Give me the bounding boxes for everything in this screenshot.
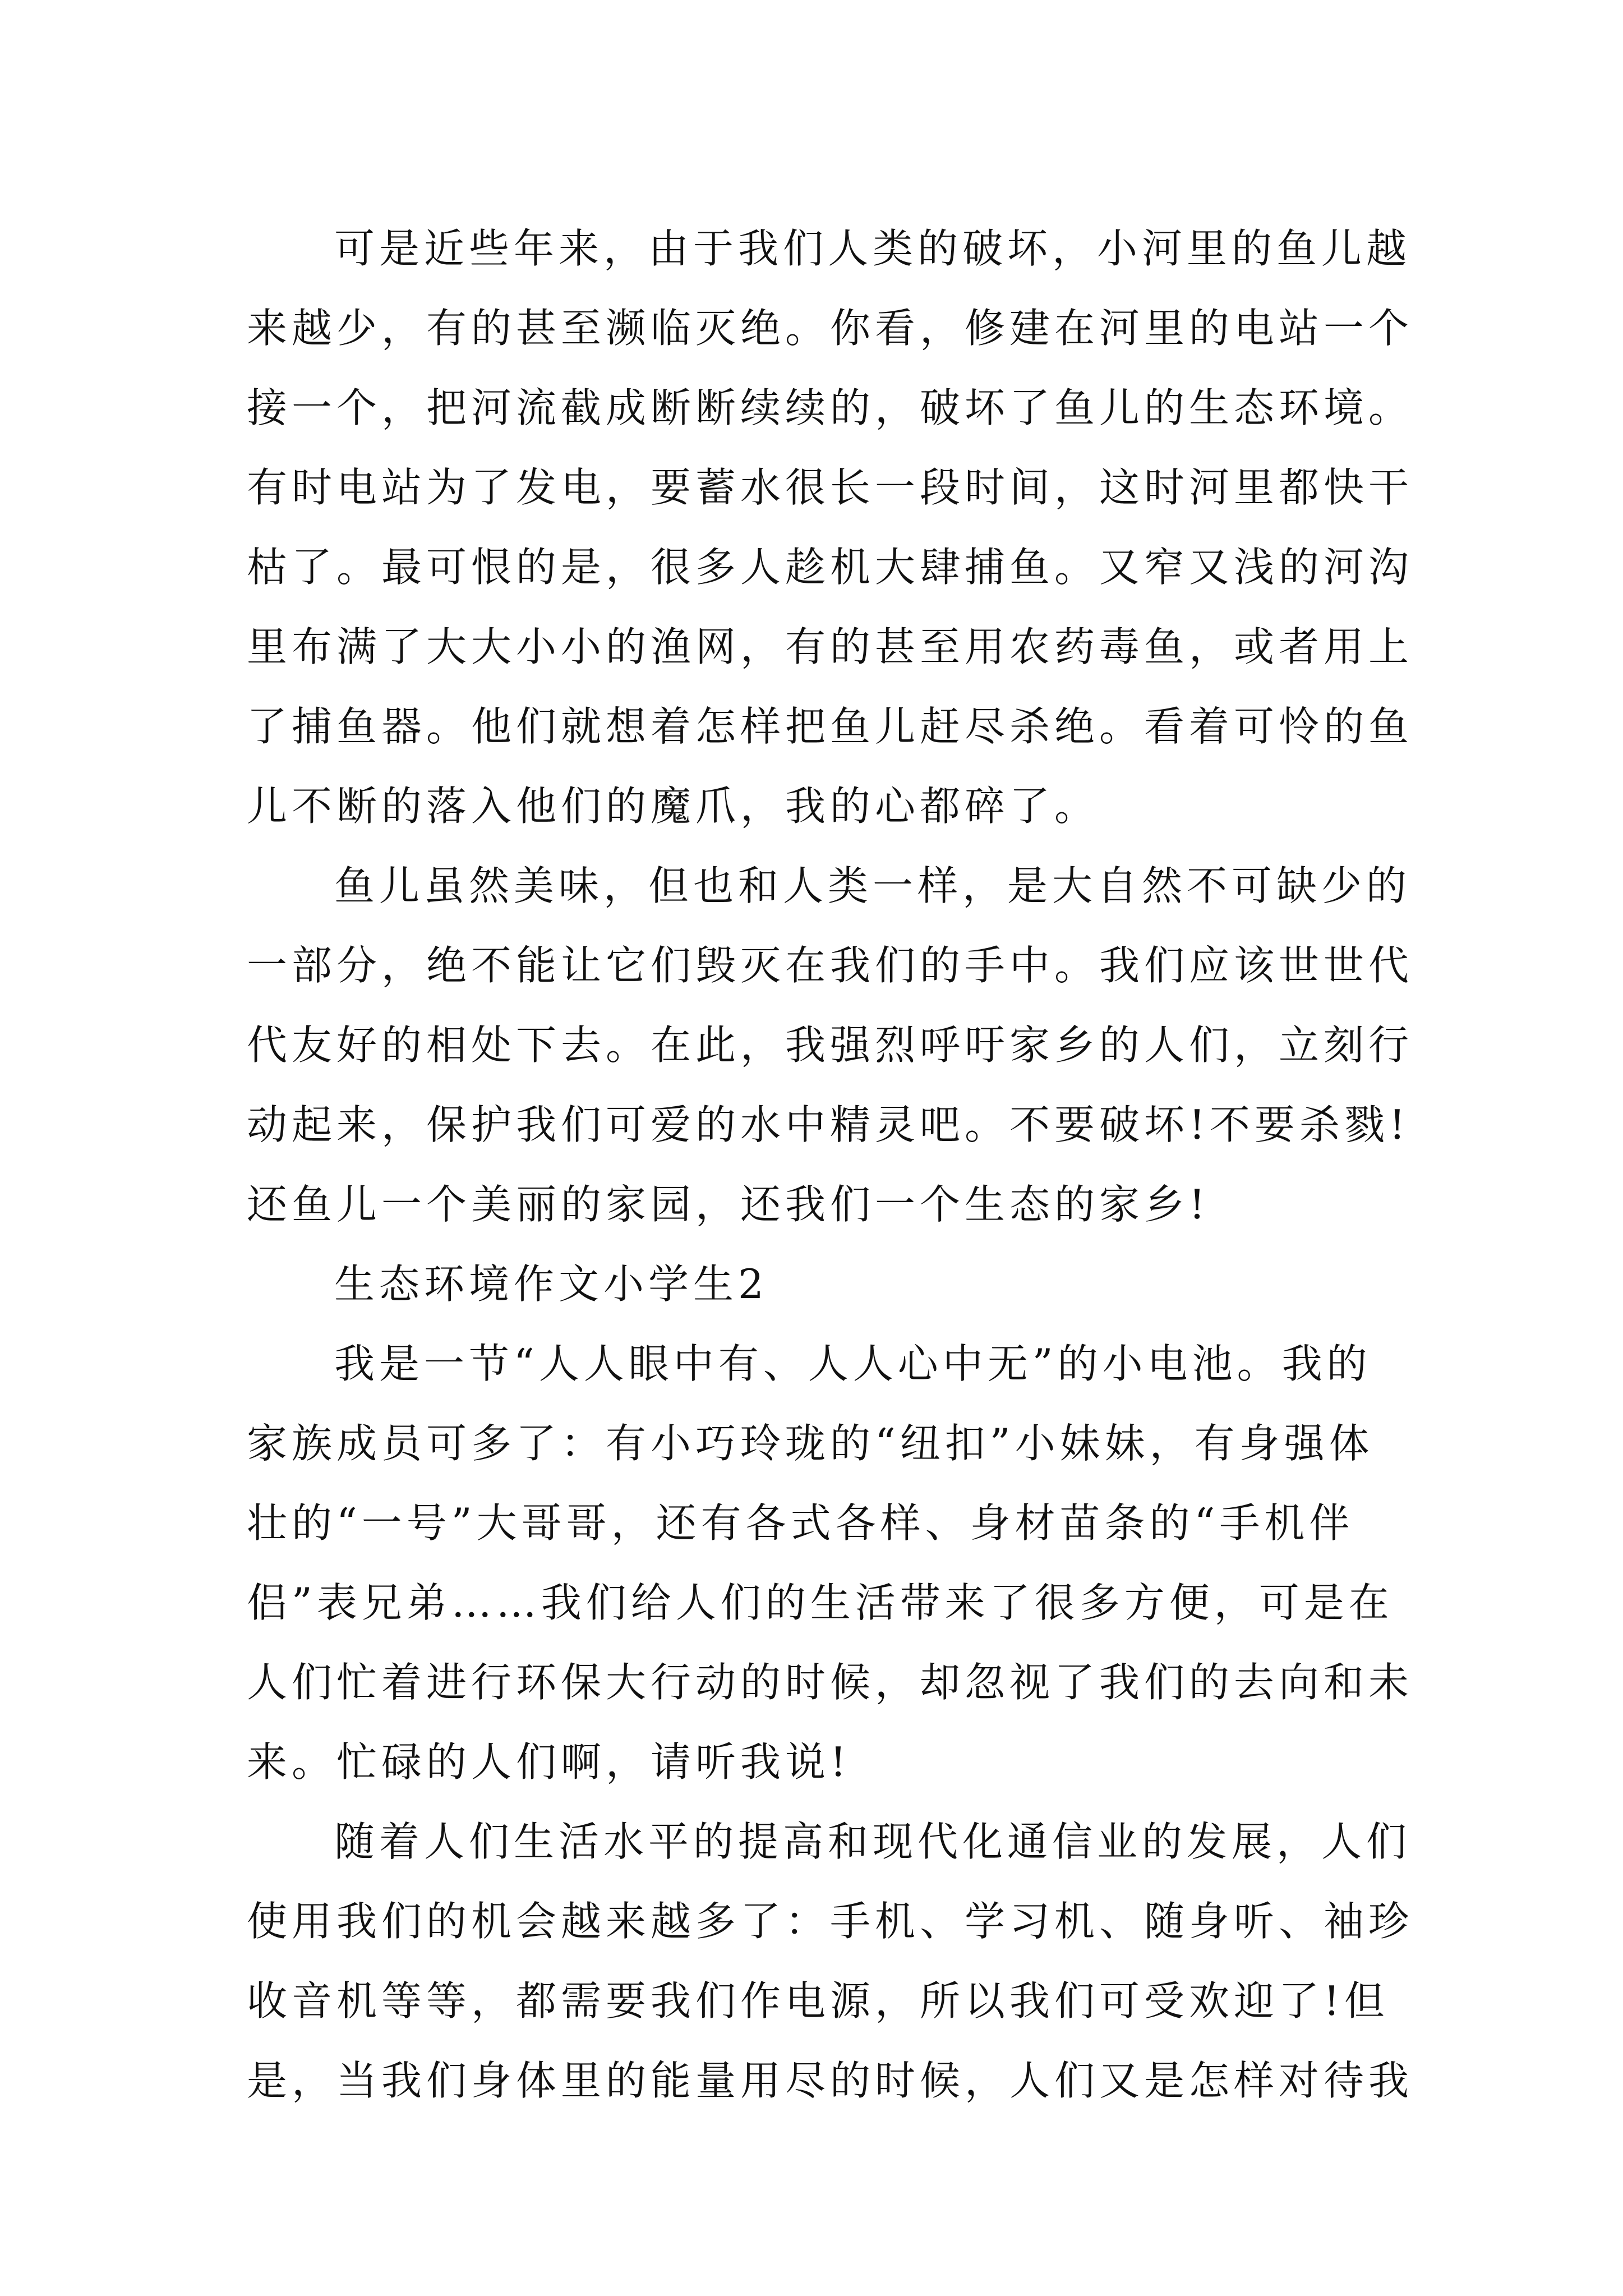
text-line: 代友好的相处下去。在此，我强烈呼吁家乡的人们，立刻行 bbox=[247, 1022, 1414, 1069]
text-line: 接一个，把河流截成断断续续的，破坏了鱼儿的生态环境。 bbox=[247, 384, 1414, 431]
text-line: 来。忙碌的人们啊，请听我说! bbox=[247, 1738, 851, 1786]
text-line: 了捕鱼器。他们就想着怎样把鱼儿赶尽杀绝。看着可怜的鱼 bbox=[247, 703, 1414, 750]
text-line: 动起来，保护我们可爱的水中精灵吧。不要破坏!不要杀戮! bbox=[247, 1101, 1410, 1148]
text-line: 侣”表兄弟……我们给人们的生活带来了很多方便，可是在 bbox=[247, 1579, 1394, 1626]
text-line: 收音机等等，都需要我们作电源，所以我们可受欢迎了!但 bbox=[247, 1977, 1389, 2024]
text-line: 人们忙着进行环保大行动的时候，却忽视了我们的去向和未 bbox=[247, 1659, 1414, 1706]
text-line: 鱼儿虽然美味，但也和人类一样，是大自然不可缺少的 bbox=[334, 862, 1412, 909]
text-line: 使用我们的机会越来越多了：手机、学习机、随身听、袖珍 bbox=[247, 1898, 1414, 1945]
text-line: 随着人们生活水平的提高和现代化通信业的发展，人们 bbox=[334, 1818, 1412, 1865]
text-line: 可是近些年来，由于我们人类的破坏，小河里的鱼儿越 bbox=[334, 225, 1412, 272]
text-line: 一部分，绝不能让它们毁灭在我们的手中。我们应该世世代 bbox=[247, 942, 1414, 989]
section-heading: 生态环境作文小学生2 bbox=[334, 1260, 768, 1308]
text-line: 我是一节“人人眼中有、人人心中无”的小电池。我的 bbox=[334, 1340, 1372, 1387]
essay-body bbox=[247, 209, 1424, 2120]
text-line: 里布满了大大小小的渔网，有的甚至用农药毒鱼，或者用上 bbox=[247, 623, 1414, 670]
text-line: 壮的“一号”大哥哥，还有各式各样、身材苗条的“手机伴 bbox=[247, 1499, 1354, 1547]
text-line: 儿不断的落入他们的魔爪，我的心都碎了。 bbox=[247, 783, 1100, 830]
text-line: 是，当我们身体里的能量用尽的时候，人们又是怎样对待我 bbox=[247, 2057, 1414, 2104]
text-line: 来越少，有的甚至濒临灭绝。你看，修建在河里的电站一个 bbox=[247, 305, 1414, 352]
text-line: 家族成员可多了：有小巧玲珑的“纽扣”小妹妹，有身强体 bbox=[247, 1420, 1374, 1467]
text-line: 枯了。最可恨的是，很多人趁机大肆捕鱼。又窄又浅的河沟 bbox=[247, 544, 1414, 591]
text-line: 有时电站为了发电，要蓄水很长一段时间，这时河里都快干 bbox=[247, 464, 1414, 511]
text-line: 还鱼儿一个美丽的家园，还我们一个生态的家乡! bbox=[247, 1181, 1210, 1228]
